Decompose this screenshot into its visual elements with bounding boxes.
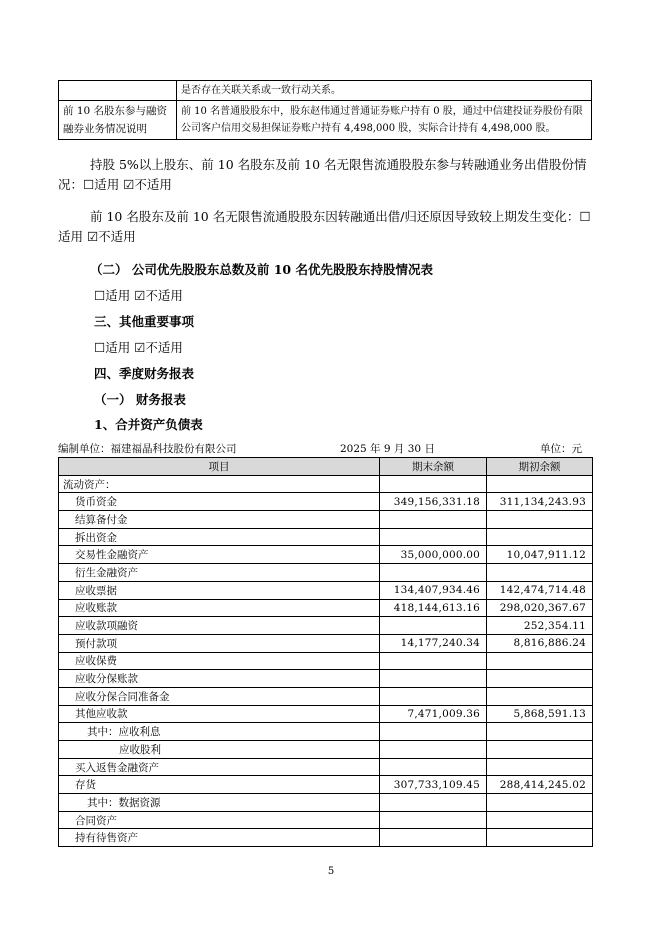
note-row bbox=[59, 101, 592, 140]
table-row bbox=[59, 617, 593, 635]
row-end-balance: 7,471,009.36 bbox=[380, 705, 487, 723]
securities-lending-change-text: 前 10 名股东及前 10 名无限售流通股股东因转融通出借/归还原因导致较上期发生变化：☐适用 ☑不适用 bbox=[58, 209, 591, 244]
table-row bbox=[59, 758, 593, 776]
column-header-begin-balance: 期初余额 bbox=[487, 458, 593, 476]
row-begin-balance bbox=[487, 652, 593, 670]
row-end-balance bbox=[380, 794, 487, 812]
row-begin-balance bbox=[487, 511, 593, 529]
row-item: 存货 bbox=[59, 776, 380, 794]
financial-reports-subheading: （一） 财务报表 bbox=[94, 392, 186, 407]
securities-lending-change-paragraph bbox=[58, 207, 592, 247]
balance-sheet-table bbox=[58, 457, 593, 847]
row-item: 应收票据 bbox=[59, 581, 380, 599]
row-begin-balance bbox=[487, 741, 593, 759]
other-matters-heading: 三、其他重要事项 bbox=[94, 314, 195, 329]
row-item: 持有待售资产 bbox=[59, 829, 380, 847]
shareholder-note-table bbox=[58, 80, 592, 140]
table-row bbox=[59, 528, 593, 546]
table-row bbox=[59, 829, 593, 847]
row-end-balance: 307,733,109.45 bbox=[380, 776, 487, 794]
row-end-balance bbox=[380, 670, 487, 688]
row-end-balance bbox=[380, 652, 487, 670]
table-row bbox=[59, 634, 593, 652]
row-end-balance: 418,144,613.16 bbox=[380, 599, 487, 617]
currency-unit: 单位：元 bbox=[540, 443, 582, 455]
row-item: 应收账款 bbox=[59, 599, 380, 617]
row-begin-balance bbox=[487, 687, 593, 705]
row-item: 拆出资金 bbox=[59, 528, 380, 546]
row-begin-balance: 288,414,245.02 bbox=[487, 776, 593, 794]
row-end-balance bbox=[380, 475, 487, 493]
securities-lending-paragraph bbox=[58, 155, 592, 195]
table-row bbox=[59, 794, 593, 812]
column-header-end-balance: 期末余额 bbox=[380, 458, 487, 476]
table-row bbox=[59, 741, 593, 759]
column-header-item: 项目 bbox=[59, 458, 380, 476]
row-begin-balance bbox=[487, 829, 593, 847]
row-end-balance bbox=[380, 687, 487, 705]
row-item: 交易性金融资产 bbox=[59, 546, 380, 564]
table-row bbox=[59, 475, 593, 493]
applicable-checkbox-line: ☐适用 ☑不适用 bbox=[94, 288, 183, 303]
row-begin-balance bbox=[487, 811, 593, 829]
row-item: 买入返售金融资产 bbox=[59, 758, 380, 776]
row-begin-balance bbox=[487, 758, 593, 776]
row-item: 流动资产： bbox=[59, 475, 380, 493]
row-begin-balance: 8,816,886.24 bbox=[487, 634, 593, 652]
note-text: 是否存在关联关系或一致行动关系。 bbox=[177, 81, 592, 101]
row-end-balance: 349,156,331.18 bbox=[380, 493, 487, 511]
row-end-balance: 35,000,000.00 bbox=[380, 546, 487, 564]
row-item: 衍生金融资产 bbox=[59, 564, 380, 582]
table-row bbox=[59, 581, 593, 599]
row-item: 合同资产 bbox=[59, 811, 380, 829]
row-end-balance bbox=[380, 528, 487, 546]
table-row bbox=[59, 670, 593, 688]
row-item: 应收款项融资 bbox=[59, 617, 380, 635]
table-row bbox=[59, 564, 593, 582]
row-begin-balance bbox=[487, 564, 593, 582]
row-item: 预付款项 bbox=[59, 634, 380, 652]
table-row bbox=[59, 723, 593, 741]
row-item: 其他应收款 bbox=[59, 705, 380, 723]
table-row bbox=[59, 687, 593, 705]
row-begin-balance: 5,868,591.13 bbox=[487, 705, 593, 723]
note-text: 前 10 名普通股股东中，股东赵伟通过普通证券账户持有 0 股，通过中信建投证券股份有限公司客户信用交易担保证券账户持有 4,498,000 股，实际合计持有 4,498,000 股。 bbox=[177, 101, 592, 140]
row-item: 结算备付金 bbox=[59, 511, 380, 529]
financial-statements-heading: 四、季度财务报表 bbox=[94, 366, 195, 381]
row-end-balance bbox=[380, 811, 487, 829]
row-item: 应收分保账款 bbox=[59, 670, 380, 688]
table-row bbox=[59, 546, 593, 564]
balance-sheet-title: 1、合并资产负债表 bbox=[94, 417, 203, 432]
row-end-balance bbox=[380, 617, 487, 635]
table-row bbox=[59, 511, 593, 529]
row-begin-balance: 298,020,367.67 bbox=[487, 599, 593, 617]
row-end-balance bbox=[380, 758, 487, 776]
page-number: 5 bbox=[327, 866, 335, 877]
row-begin-balance: 142,474,714.48 bbox=[487, 581, 593, 599]
reporting-entity: 编制单位：福建福晶科技股份有限公司 bbox=[58, 443, 237, 455]
row-end-balance bbox=[380, 829, 487, 847]
row-item: 其中：数据资源 bbox=[59, 794, 380, 812]
preferred-shareholders-heading: （二） 公司优先股股东总数及前 10 名优先股股东持股情况表 bbox=[90, 262, 433, 277]
row-item: 应收分保合同准备金 bbox=[59, 687, 380, 705]
securities-lending-text: 持股 5%以上股东、前 10 名股东及前 10 名无限售流通股股东参与转融通业务出借股份情况：☐适用 ☑不适用 bbox=[58, 157, 587, 192]
note-label: 前 10 名股东参与融资融券业务情况说明 bbox=[59, 101, 177, 140]
row-end-balance bbox=[380, 511, 487, 529]
row-begin-balance bbox=[487, 670, 593, 688]
table-row bbox=[59, 811, 593, 829]
row-item: 应收股利 bbox=[59, 741, 380, 759]
row-begin-balance bbox=[487, 723, 593, 741]
table-row bbox=[59, 599, 593, 617]
row-end-balance: 14,177,240.34 bbox=[380, 634, 487, 652]
row-end-balance bbox=[380, 723, 487, 741]
row-begin-balance: 252,354.11 bbox=[487, 617, 593, 635]
row-begin-balance: 10,047,911.12 bbox=[487, 546, 593, 564]
row-item: 应收保费 bbox=[59, 652, 380, 670]
table-header-row bbox=[59, 458, 593, 476]
note-label bbox=[59, 81, 177, 101]
row-begin-balance bbox=[487, 794, 593, 812]
row-end-balance: 134,407,934.46 bbox=[380, 581, 487, 599]
row-begin-balance bbox=[487, 475, 593, 493]
note-row bbox=[59, 81, 592, 101]
report-date: 2025 年 9 月 30 日 bbox=[340, 443, 435, 455]
applicable-checkbox-line: ☐适用 ☑不适用 bbox=[94, 340, 183, 355]
row-end-balance bbox=[380, 564, 487, 582]
row-begin-balance: 311,134,243.93 bbox=[487, 493, 593, 511]
table-row bbox=[59, 705, 593, 723]
row-item: 货币资金 bbox=[59, 493, 380, 511]
table-row bbox=[59, 493, 593, 511]
row-item: 其中：应收利息 bbox=[59, 723, 380, 741]
row-begin-balance bbox=[487, 528, 593, 546]
row-end-balance bbox=[380, 741, 487, 759]
table-row bbox=[59, 652, 593, 670]
table-row bbox=[59, 776, 593, 794]
